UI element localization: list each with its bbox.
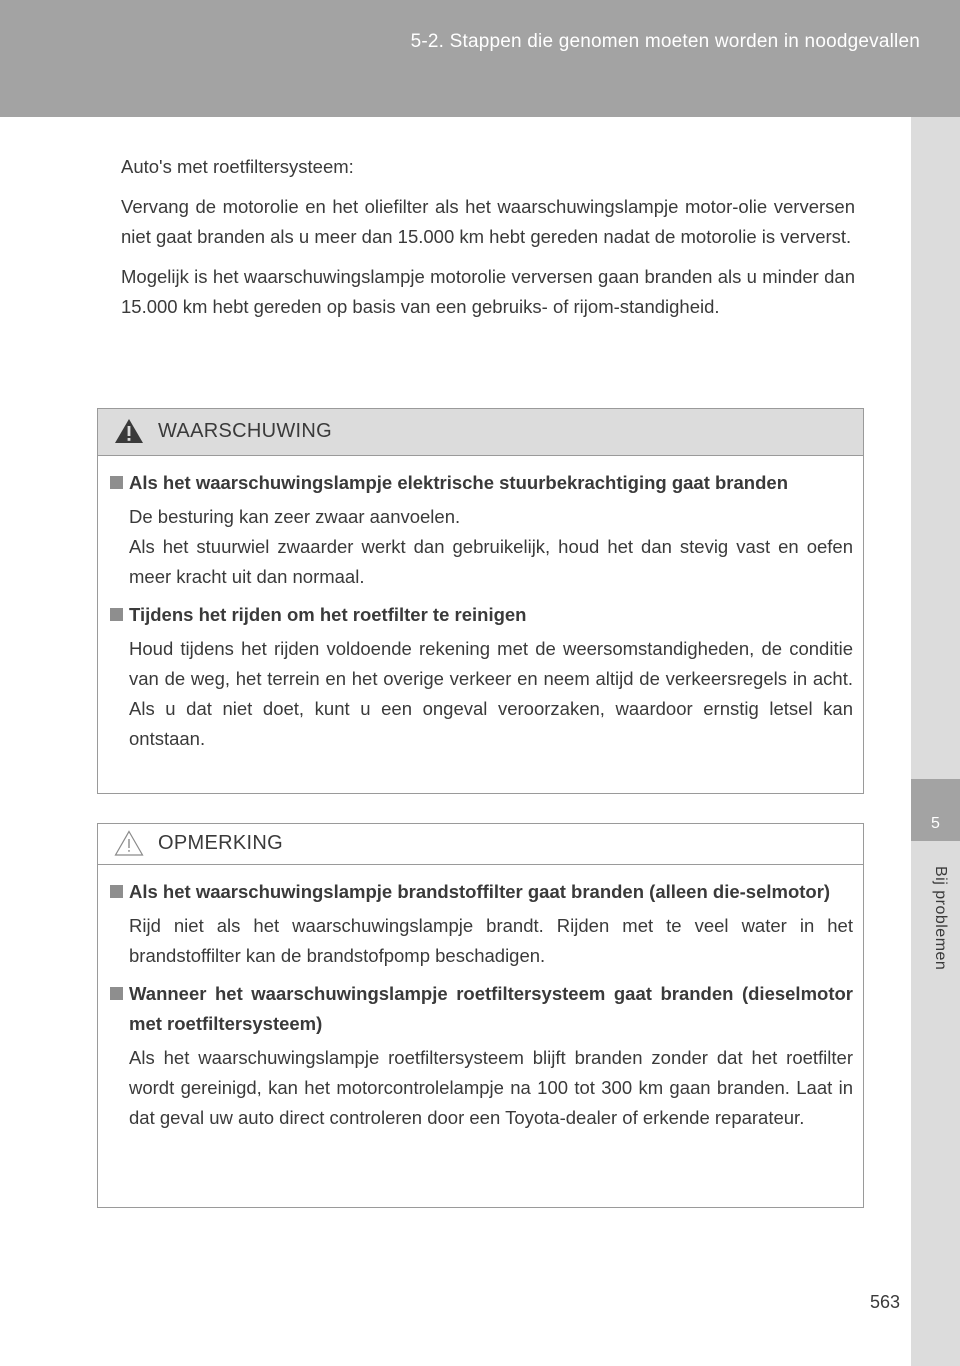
warning-item-heading: Tijdens het rijden om het roetfilter te reinigen (110, 600, 853, 630)
intro-lead: Auto's met roetfiltersysteem: (121, 156, 354, 177)
notice-item-body: Als het waarschuwingslampje roetfiltersysteem blijft branden zonder dat het roetfilter wordt gereinigd, kan het motorcontrolelampje na 100 tot 300 km gaan branden. Laat in dat geval uw auto direct controleren door een Toyota-dealer of erkende reparateur. (129, 1047, 853, 1128)
notice-box-header (98, 824, 863, 865)
chapter-number: 5 (931, 815, 940, 832)
section-title: 5-2. Stappen die genomen moeten worden in noodgevallen (410, 31, 920, 52)
warning-triangle-icon (114, 418, 144, 444)
intro-paragraph-2: Mogelijk is het waarschuwingslampje motorolie verversen gaan branden als u minder dan 15.000 km hebt gereden op basis van een gebruiks- of rijom-standigheid. (121, 266, 855, 317)
header-band (0, 0, 960, 117)
warning-box-header (98, 409, 863, 456)
notice-triangle-icon (114, 830, 144, 856)
warning-item-heading: Als het waarschuwingslampje elektrische stuurbekrachtiging gaat branden (110, 468, 853, 498)
intro-text (121, 152, 855, 332)
warning-box (97, 408, 864, 794)
page-number: 563 (869, 1292, 900, 1312)
square-bullet-icon (110, 885, 123, 898)
side-tab (911, 117, 960, 1366)
notice-box-title: OPMERKING (158, 832, 283, 854)
notice-box (97, 823, 864, 1208)
warning-box-title: WAARSCHUWING (158, 420, 332, 442)
square-bullet-icon (110, 476, 123, 489)
warning-item-body: De besturing kan zeer zwaar aanvoelen. Als het stuurwiel zwaarder werkt dan gebruikelijk, houd het dan stevig vast en oefen meer kracht uit dan normaal. (129, 506, 853, 587)
notice-item-heading: Wanneer het waarschuwingslampje roetfiltersysteem gaat branden (dieselmotor met roetfiltersysteem) (110, 979, 853, 1039)
warning-item-body: Houd tijdens het rijden voldoende rekening met de weersomstandigheden, de conditie van de weg, het terrein en het overige verkeer en neem altijd de verkeersregels in acht. Als u dat niet doet, kunt u een ongeval veroorzaken, waardoor ernstig letsel kan ontstaan. (129, 638, 853, 749)
intro-paragraph-1: Vervang de motorolie en het oliefilter als het waarschuwingslampje motor-olie verversen niet gaat branden als u meer dan 15.000 km hebt gereden nadat de motorolie is ververst. (121, 196, 855, 247)
notice-item-heading: Als het waarschuwingslampje brandstoffilter gaat branden (alleen die-selmotor) (110, 877, 853, 907)
chapter-title: Bij problemen (932, 866, 949, 971)
square-bullet-icon (110, 608, 123, 621)
notice-item-body: Rijd niet als het waarschuwingslampje brandt. Rijden met te veel water in het brandstoffilter kan de brandstofpomp beschadigen. (129, 915, 853, 966)
square-bullet-icon (110, 987, 123, 1000)
